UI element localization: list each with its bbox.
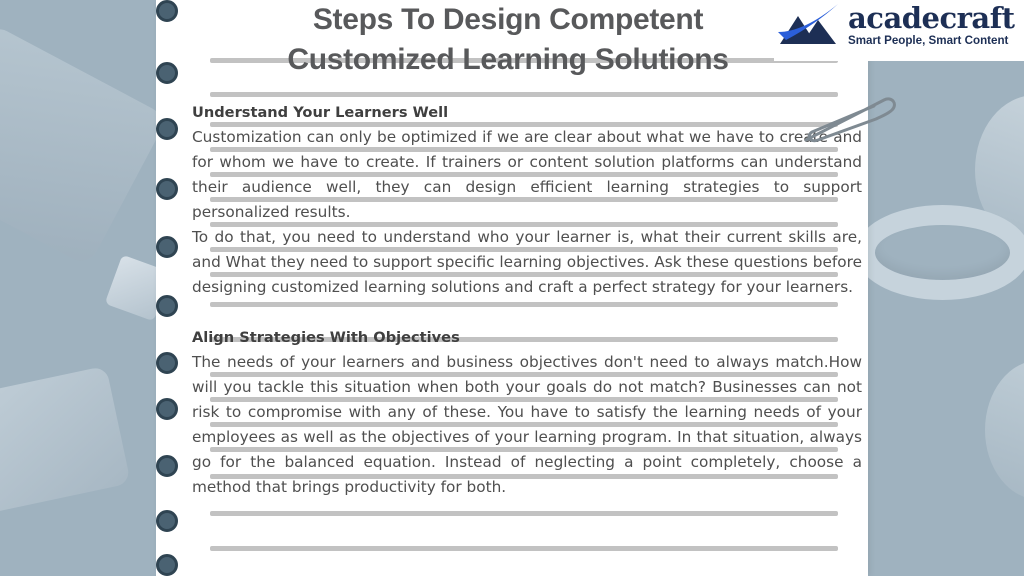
section-heading: Align Strategies With Objectives bbox=[192, 329, 460, 346]
binder-hole bbox=[156, 455, 178, 477]
acadecraft-logo-icon bbox=[776, 2, 842, 46]
page-title bbox=[218, 0, 798, 80]
page-title-line-1: Steps To Design Competent bbox=[312, 3, 704, 36]
section-paragraph: The needs of your learners and business objectives don't need to always match.How will you tackle this situation when both your goals do not match? Businesses can not risk to compromise with any of these. You have to satisfy the learning needs of your employees as well as the objectives of your learning program. In that situation, always go for the balanced equation. Instead of neglecting a point completely, choose a method that brings productivity for both. bbox=[192, 353, 862, 496]
logo-wordmark: acadecraft bbox=[848, 1, 1015, 35]
background-blob-shape bbox=[985, 360, 1024, 500]
ruled-line bbox=[210, 92, 838, 97]
background-torus-shape bbox=[855, 205, 1024, 300]
binder-hole bbox=[156, 0, 178, 22]
paperclip-icon bbox=[792, 88, 898, 148]
background-cube-shape bbox=[0, 23, 168, 267]
binder-hole bbox=[156, 178, 178, 200]
section-spacer bbox=[192, 300, 862, 325]
background-cube-shape bbox=[0, 366, 131, 515]
binder-hole bbox=[156, 236, 178, 258]
binder-hole bbox=[156, 398, 178, 420]
binder-hole bbox=[156, 295, 178, 317]
binder-hole bbox=[156, 62, 178, 84]
article-body bbox=[192, 100, 862, 500]
logo-tagline: Smart People, Smart Content bbox=[848, 34, 1009, 47]
section-heading: Understand Your Learners Well bbox=[192, 104, 449, 121]
binder-hole bbox=[156, 352, 178, 374]
ruled-line bbox=[210, 546, 838, 551]
section-paragraph: To do that, you need to understand who your learner is, what their current skills are, and What they need to support specific learning objectives. Ask these questions before designing customized learning solutions and craft a perfect strategy for your learners. bbox=[192, 228, 862, 296]
acadecraft-logo[interactable] bbox=[774, 0, 1024, 61]
binder-hole bbox=[156, 510, 178, 532]
binder-hole bbox=[156, 554, 178, 576]
ruled-line bbox=[210, 511, 838, 516]
section-paragraph: Customization can only be optimized if we are clear about what we have to create and for whom we have to create. If trainers or content solution platforms can understand their audience well, they can design efficient learning strategies to support personalized results. bbox=[192, 128, 862, 221]
binder-hole bbox=[156, 118, 178, 140]
page-title-line-2: Customized Learning Solutions bbox=[287, 43, 729, 76]
